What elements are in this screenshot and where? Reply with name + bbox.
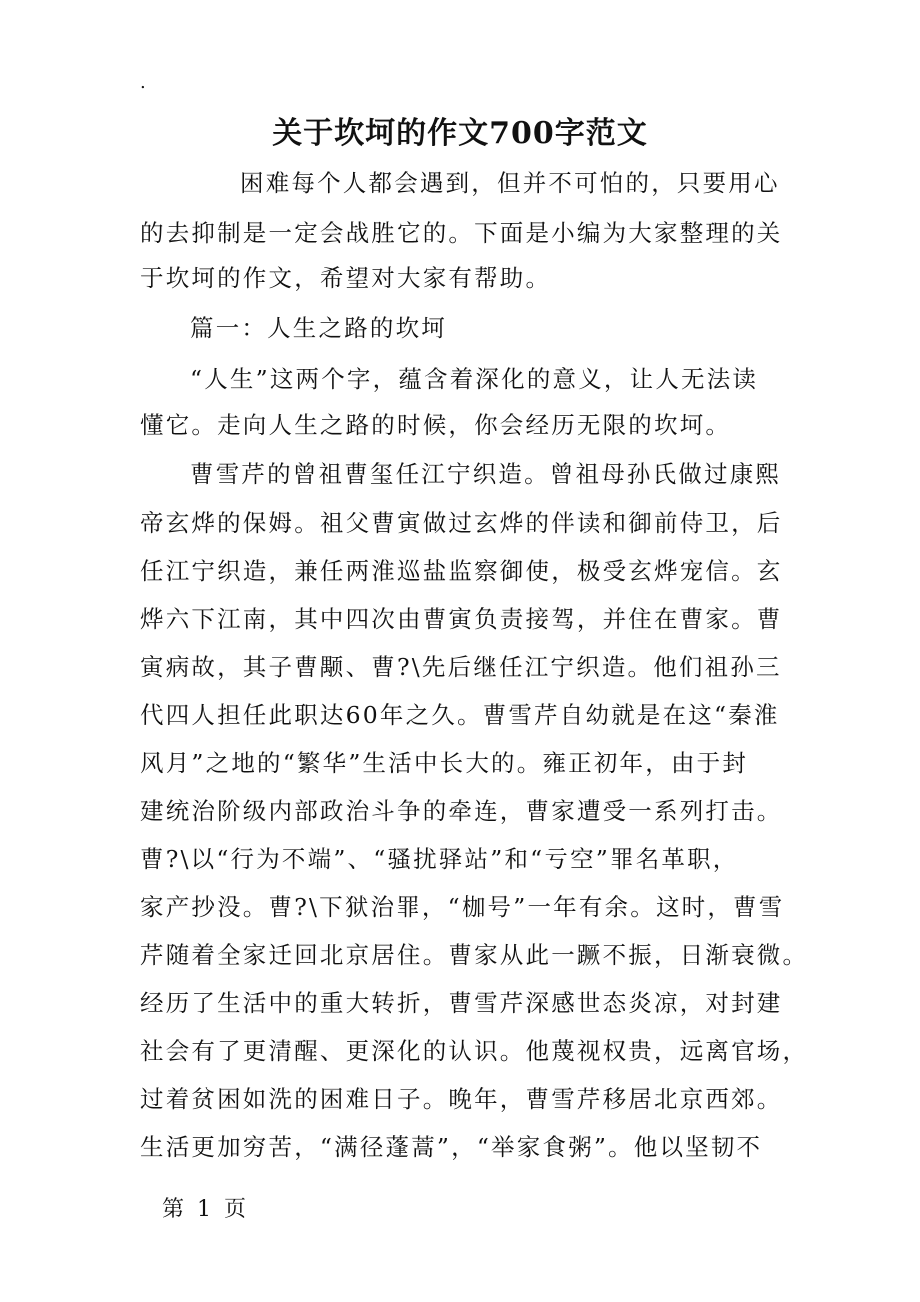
paragraph-line: 困难每个人都会遇到，但并不可怕的，只要用心 — [240, 169, 780, 197]
paragraph-line: 经历了生活中的重大转折，曹雪芹深感世态炎凉，对封建 — [140, 989, 783, 1017]
paragraph-line: 帝玄烨的保姆。祖父曹寅做过玄烨的伴读和御前侍卫，后 — [140, 509, 783, 537]
paragraph-line: 曹雪芹的曾祖曹玺任江宁织造。曾祖母孙氏做过康熙 — [190, 460, 782, 488]
page-number: 第 1 页 — [162, 1197, 249, 1222]
paragraph-line: 于坎坷的作文，希望对大家有帮助。 — [140, 264, 552, 292]
paragraph-line: 生活更加穷苦，“满径蓬蒿”，“举家食粥”。他以坚韧不 — [140, 1133, 763, 1161]
document-title: 关于坎坷的作文700字范文 — [272, 116, 648, 151]
paragraph-line: 的去抑制是一定会战胜它的。下面是小编为大家整理的关 — [140, 219, 783, 247]
paragraph-line: 曹?\以“行为不端”、“骚扰驿站”和“亏空”罪名革职， — [140, 845, 739, 873]
paragraph-line: 风月”之地的“繁华”生活中长大的。雍正初年，由于封 — [140, 749, 749, 777]
paragraph-line: 家产抄没。曹?\下狱治罪，“枷号”一年有余。这时，曹雪 — [140, 893, 785, 921]
paragraph-line: 烨六下江南，其中四次由曹寅负责接驾，并住在曹家。曹 — [140, 605, 783, 633]
paragraph-line: “人生”这两个字，蕴含着深化的意义，让人无法读 — [190, 365, 759, 393]
paragraph-line: 代四人担任此职达60年之久。曹雪芹自幼就是在这“秦淮 — [140, 701, 780, 729]
paragraph-line: 寅病故，其子曹颙、曹?\先后继任江宁织造。他们祖孙三 — [140, 653, 782, 681]
paragraph-line: 建统治阶级内部政治斗争的牵连，曹家遭受一系列打击。 — [140, 797, 783, 825]
paragraph-line: 懂它。走向人生之路的时候，你会经历无限的坎坷。 — [140, 411, 732, 439]
top-mark: . — [140, 72, 146, 93]
paragraph-line: 芹随着全家迁回北京居住。曹家从此一蹶不振，日渐衰微。 — [140, 941, 809, 969]
paragraph-line: 社会有了更清醒、更深化的认识。他蔑视权贵，远离官场， — [140, 1037, 809, 1065]
section-heading: 篇一：人生之路的坎坷 — [190, 314, 447, 342]
paragraph-line: 过着贫困如洗的困难日子。晚年，曹雪芹移居北京西郊。 — [140, 1085, 783, 1113]
paragraph-line: 任江宁织造，兼任两淮巡盐监察御使，极受玄烨宠信。玄 — [140, 557, 783, 585]
